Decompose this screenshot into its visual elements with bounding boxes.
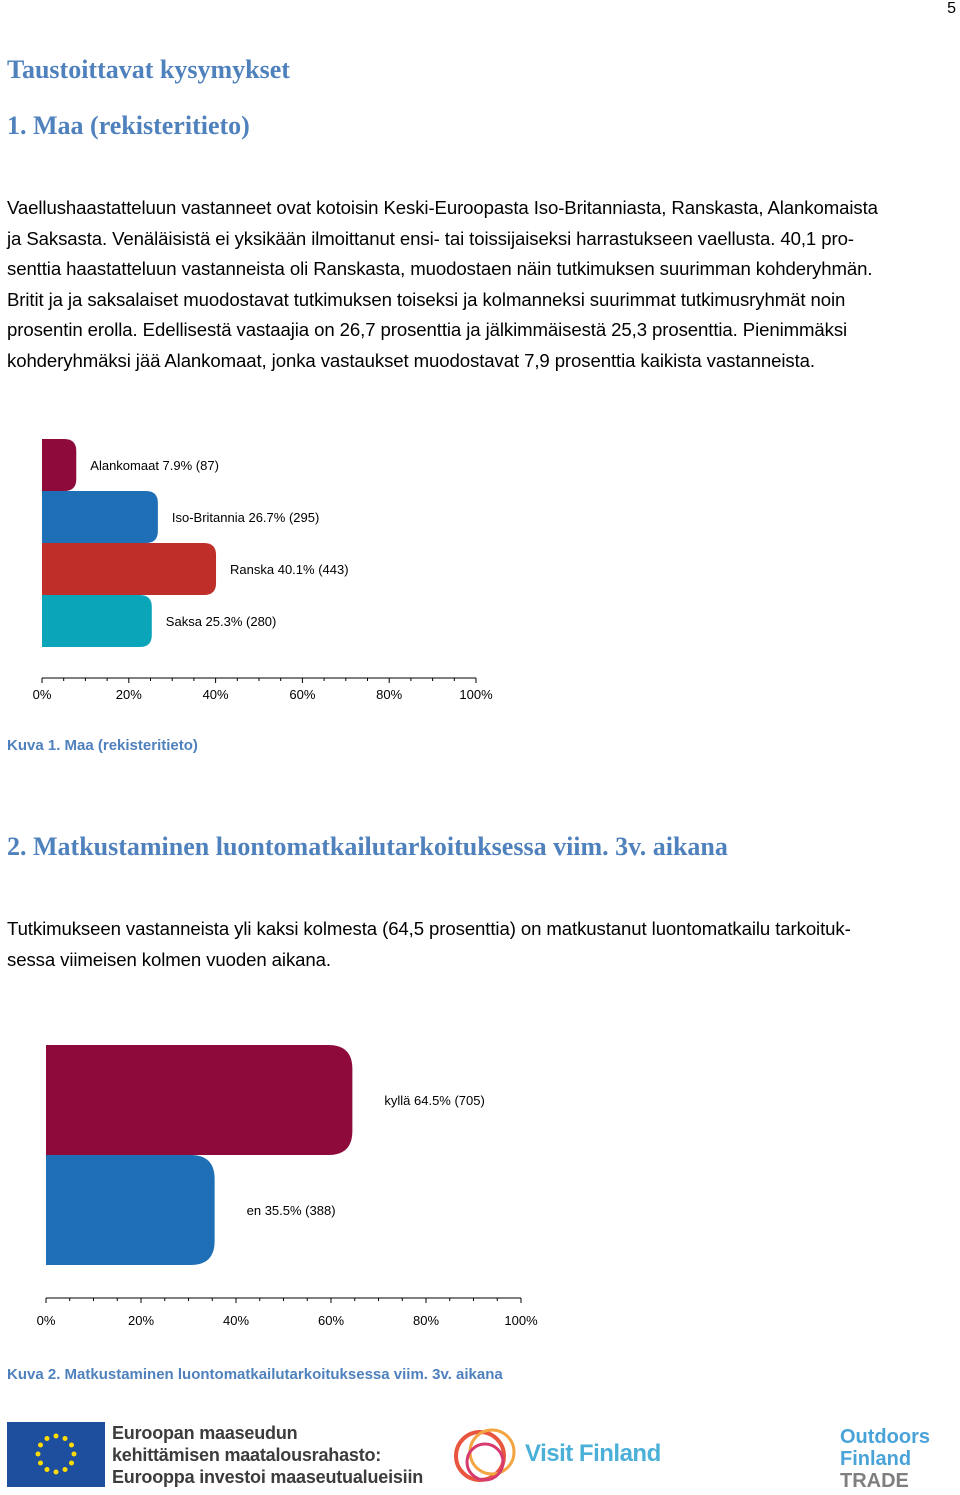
paragraph-line: Tutkimukseen vastanneista yli kaksi kolmesta (64,5 prosenttia) on matkustanut luontomatkailu tarkoituk- [7, 918, 851, 939]
bar-label: Iso-Britannia 26.7% (295) [171, 510, 320, 525]
bar-kyllä [46, 1045, 352, 1155]
paragraph-line: Vaellushaastatteluun vastanneet ovat kotoisin Keski-Euroopasta Iso-Britanniasta, Ranskasta, Alankomaista [7, 197, 878, 218]
travel-bar-chart [0, 1035, 960, 1345]
figure-caption-2: Kuva 2. Matkustaminen luontomatkailutarkoituksessa viim. 3v. aikana [7, 1366, 503, 1383]
of-line: TRADE [840, 1470, 909, 1492]
paragraph-line: sessa viimeisen kolmen vuoden aikana. [7, 948, 331, 970]
eu-line: Euroopan maaseudun [112, 1423, 298, 1443]
x-tick-label: 0% [36, 1313, 56, 1328]
eu-fund-text [112, 1422, 423, 1488]
paragraph-line: senttia haastatteluun vastanneista oli Ranskasta, muodostaen näin tutkimuksen suurimman kohderyhmän. [7, 258, 873, 279]
paragraph-line: Britit ja ja saksalaiset muodostavat tutkimuksen toiseksi ja kolmanneksi suurimmat tutkimusryhmät noin [7, 288, 846, 310]
bar-label: en 35.5% (388) [246, 1203, 336, 1218]
figure-caption-1: Kuva 1. Maa (rekisteritieto) [7, 737, 198, 754]
eu-line: kehittämisen maatalousrahasto: [112, 1445, 382, 1465]
x-tick-label: 60% [317, 1313, 345, 1328]
q2-heading: 2. Matkustaminen luontomatkailutarkoituksessa viim. 3v. aikana [7, 832, 728, 861]
page-number: 5 [947, 0, 956, 17]
bar-saksa [42, 595, 152, 647]
bar-label: Ranska 40.1% (443) [230, 562, 349, 577]
x-tick-label: 40% [202, 687, 229, 702]
of-line: Outdoors [840, 1426, 930, 1448]
bar-iso-britannia [42, 491, 158, 543]
q2-paragraph [7, 914, 952, 975]
eu-line: Eurooppa investoi maaseutualueisiin [112, 1467, 424, 1487]
bar-alankomaat [42, 439, 76, 491]
of-line: Finland [840, 1448, 912, 1470]
x-tick-label: 60% [289, 687, 316, 702]
paragraph-line: kohderyhmäksi jää Alankomaat, jonka vastaukset muodostavat 7,9 prosenttia kaikista vastanneista. [7, 349, 815, 371]
x-tick-label: 40% [222, 1313, 250, 1328]
x-tick-label: 100% [459, 687, 493, 702]
x-tick-label: 20% [115, 687, 142, 702]
bar-ranska [42, 543, 216, 595]
paragraph-line: ja Saksasta. Venäläisistä ei yksikään ilmoittanut ensi- tai toissijaiseksi harrastukseen vaellusta. 40,1 pro- [7, 227, 854, 249]
outdoors-finland-logo [840, 1426, 930, 1492]
visit-finland-text: Visit Finland [525, 1440, 661, 1467]
x-tick-label: 0% [32, 687, 52, 702]
section-title: Taustoittavat kysymykset [7, 55, 290, 84]
x-tick-label: 100% [504, 1313, 538, 1328]
eu-stars-icon [7, 1422, 105, 1487]
x-tick-label: 20% [127, 1313, 155, 1328]
x-tick-label: 80% [376, 687, 403, 702]
bar-label: kyllä 64.5% (705) [384, 1093, 485, 1108]
bar-label: Alankomaat 7.9% (87) [90, 458, 219, 473]
q1-paragraph [7, 193, 952, 376]
bar-en [46, 1155, 215, 1265]
q1-heading: 1. Maa (rekisteritieto) [7, 111, 250, 140]
paragraph-line: prosentin erolla. Edellisestä vastaajia on 26,7 prosenttia ja jälkimmäisestä 25,3 prosenttia. Pienimmäksi [7, 319, 848, 340]
country-bar-chart [0, 430, 960, 720]
eu-flag-logo [7, 1422, 105, 1487]
x-tick-label: 80% [412, 1313, 440, 1328]
bar-label: Saksa 25.3% (280) [165, 614, 277, 629]
footer-logos [0, 1418, 960, 1495]
